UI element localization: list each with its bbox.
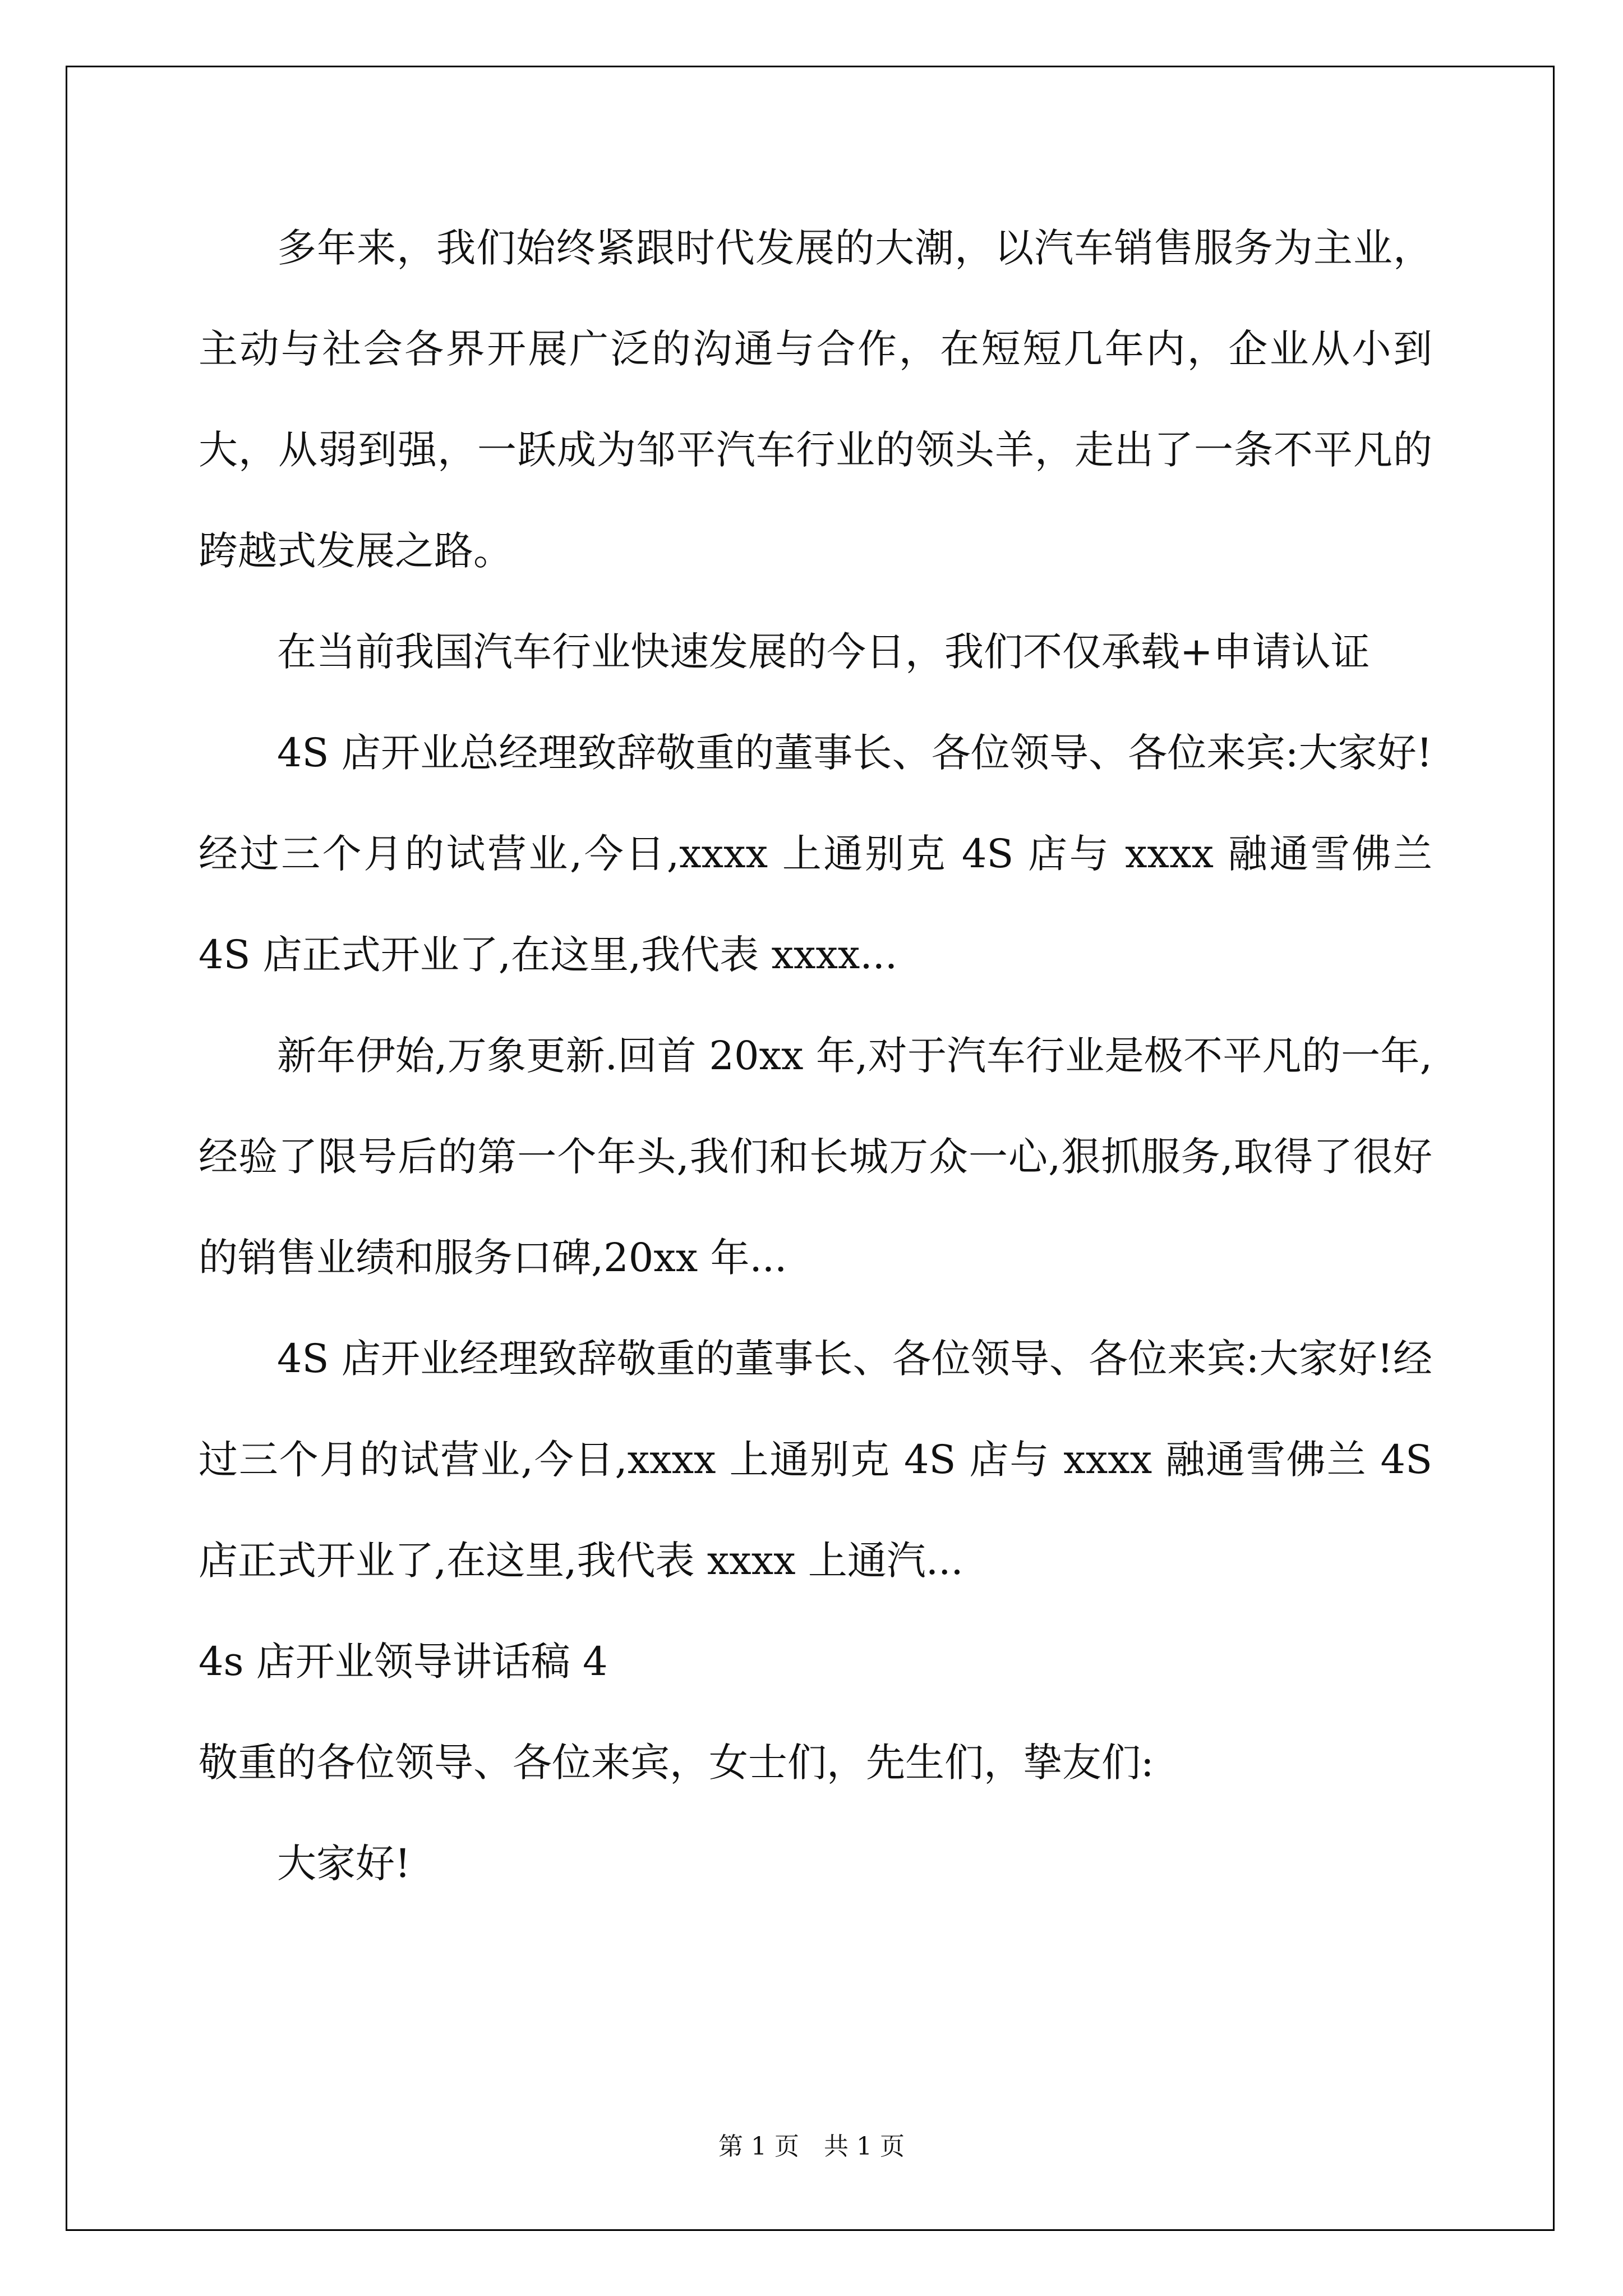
paragraph-gm-speech: 4S 店开业总经理致辞敬重的董事长、各位领导、各位来宾:大家好!经过三个月的试营业,今日,xxxx 上通别克 4S 店与 xxxx 融通雪佛兰 4S 店正式开业了,在这里,我代表 xxxx... xyxy=(199,730,1432,978)
paragraph-intro: 多年来，我们始终紧跟时代发展的大潮，以汽车销售服务为主业，主动与社会各界开展广泛的沟通与合作，在短短几年内，企业从小到大，从弱到强，一跃成为邹平汽车行业的领头羊，走出了一条不平凡的跨越式发展之路。 xyxy=(199,225,1432,574)
document-body xyxy=(199,197,1432,1914)
paragraph-current-industry: 在当前我国汽车行业快速发展的今日，我们不仅承载+申请认证 xyxy=(277,629,1370,675)
paragraph-new-year: 新年伊始,万象更新.回首 20xx 年,对于汽车行业是极不平凡的一年,经验了限号后的第一个年头,我们和长城万众一心,狠抓服务,取得了很好的销售业绩和服务口碑,20xx 年... xyxy=(199,1033,1432,1281)
paragraph-manager-speech: 4S 店开业经理致辞敬重的董事长、各位领导、各位来宾:大家好!经过三个月的试营业,今日,xxxx 上通别克 4S 店与 xxxx 融通雪佛兰 4S 店正式开业了,在这里,我代表 xxxx 上通汽... xyxy=(199,1336,1432,1584)
section-heading: 4s 店开业领导讲话稿 4 xyxy=(199,1639,608,1685)
greeting: 大家好! xyxy=(277,1841,411,1887)
salutation: 敬重的各位领导、各位来宾，女士们，先生们，挚友们: xyxy=(199,1740,1154,1786)
page-footer: 第 1 页 共 1 页 xyxy=(718,2132,905,2161)
